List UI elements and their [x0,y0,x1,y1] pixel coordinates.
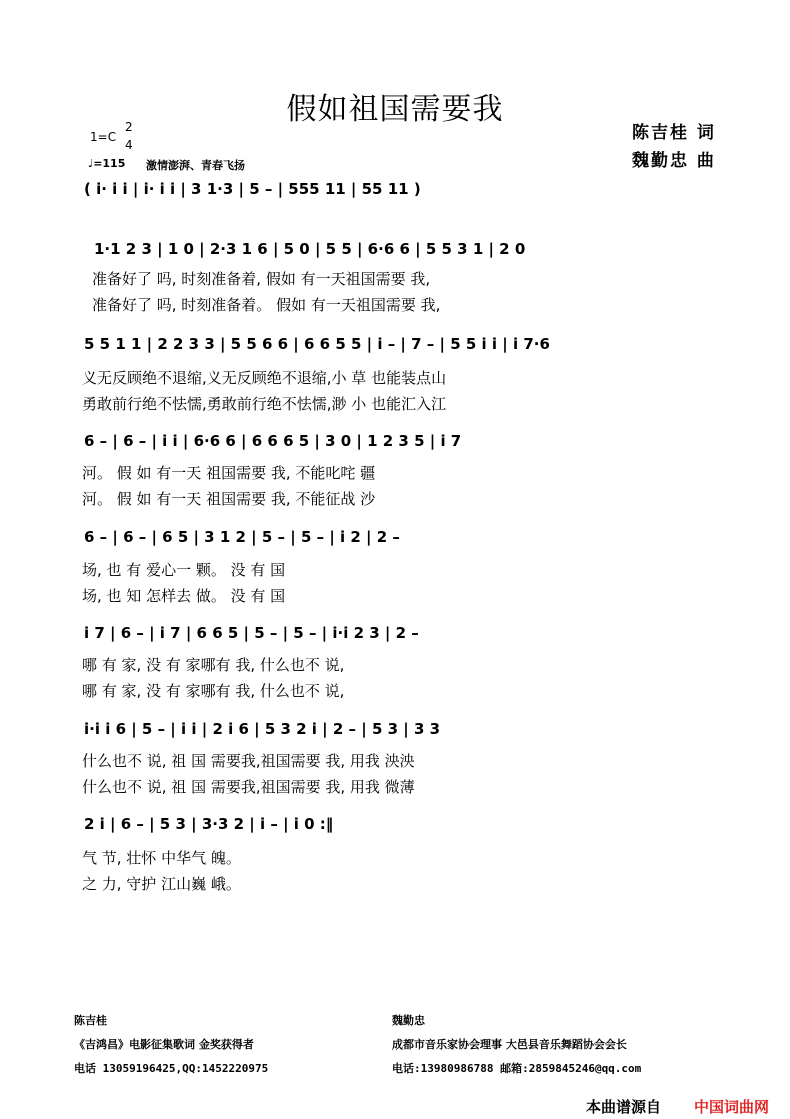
expression-marking: 激情澎湃、青春飞扬 [146,159,245,172]
footer-left-contact: 电话 13059196425,QQ:1452220975 [74,1062,269,1075]
notation-line: 6 – | 6 – | 6 5 | 3 1 2 | 5 – | 5 – | i 2 | 2 – [84,528,400,546]
lyric-verse-2: 准备好了 吗, 时刻准备着。 假如 有一天祖国需要 我, [92,296,441,314]
footer-left-honor: 《吉鸿昌》电影征集歌词 金奖获得者 [74,1038,254,1051]
lyric-verse-1: 气 节, 壮怀 中华气 魄。 [82,849,241,867]
key-signature: 1=C [90,130,117,144]
notation-line: ( i· i i | i· i i | 3 1·3 | 5 – | 555 11 | 55 11 ) [84,180,421,198]
composer-credit: 魏勤忠 曲 [632,151,716,171]
source-label: 本曲谱源自 [586,1098,662,1116]
lyric-verse-2: 场, 也 知 怎样去 做。 没 有 国 [82,587,286,605]
lyric-verse-2: 之 力, 守护 江山巍 峨。 [82,875,241,893]
source-site-link[interactable]: 中国词曲网 [694,1098,770,1116]
notation-line: 2 i | 6 – | 5 3 | 3·3 2 | i – | i 0 :‖ [84,815,334,833]
time-signature-bottom: 4 [125,138,133,152]
lyric-verse-1: 什么也不 说, 祖 国 需要我,祖国需要 我, 用我 泱泱 [82,752,415,770]
footer-right-name: 魏勤忠 [392,1014,425,1027]
footer-right-honor: 成都市音乐家协会理事 大邑县音乐舞蹈协会会长 [392,1038,627,1051]
tempo-marking: ♩=115 [88,157,126,170]
lyric-verse-1: 准备好了 吗, 时刻准备着, 假如 有一天祖国需要 我, [92,270,431,288]
lyric-verse-1: 义无反顾绝不退缩,义无反顾绝不退缩,小 草 也能装点山 [82,369,447,387]
lyricist-credit: 陈吉桂 词 [632,123,716,143]
lyric-verse-1: 河。 假 如 有一天 祖国需要 我, 不能叱咤 疆 [82,464,376,482]
lyric-verse-2: 哪 有 家, 没 有 家哪有 我, 什么也不 说, [82,682,345,700]
notation-line: 1·1 2 3 | 1 0 | 2·3 1 6 | 5 0 | 5 5 | 6·6 6 | 5 5 3 1 | 2 0 [94,240,526,258]
lyric-verse-2: 什么也不 说, 祖 国 需要我,祖国需要 我, 用我 微薄 [82,778,415,796]
notation-line: i 7 | 6 – | i 7 | 6 6 5 | 5 – | 5 – | i·i 2 3 | 2 – [84,624,419,642]
lyric-verse-1: 场, 也 有 爱心一 颗。 没 有 国 [82,561,286,579]
notation-line: 5 5 1 1 | 2 2 3 3 | 5 5 6 6 | 6 6 5 5 | i – | 7 – | 5 5 i i | i 7·6 [84,335,550,353]
lyric-verse-1: 哪 有 家, 没 有 家哪有 我, 什么也不 说, [82,656,345,674]
footer-right-contact: 电话:13980986788 邮箱:2859845246@qq.com [392,1062,642,1075]
page-title: 假如祖国需要我 [286,92,504,127]
lyric-verse-2: 河。 假 如 有一天 祖国需要 我, 不能征战 沙 [82,490,376,508]
footer-left-name: 陈吉桂 [74,1014,107,1027]
lyric-verse-2: 勇敢前行绝不怯懦,勇敢前行绝不怯懦,渺 小 也能汇入江 [82,395,447,413]
time-signature-top: 2 [125,120,133,134]
notation-line: i·i i 6 | 5 – | i i | 2 i 6 | 5 3 2 i | 2 – | 5 3 | 3 3 [84,720,441,738]
notation-line: 6 – | 6 – | i i | 6·6 6 | 6 6 6 5 | 3 0 | 1 2 3 5 | i 7 [84,432,462,450]
